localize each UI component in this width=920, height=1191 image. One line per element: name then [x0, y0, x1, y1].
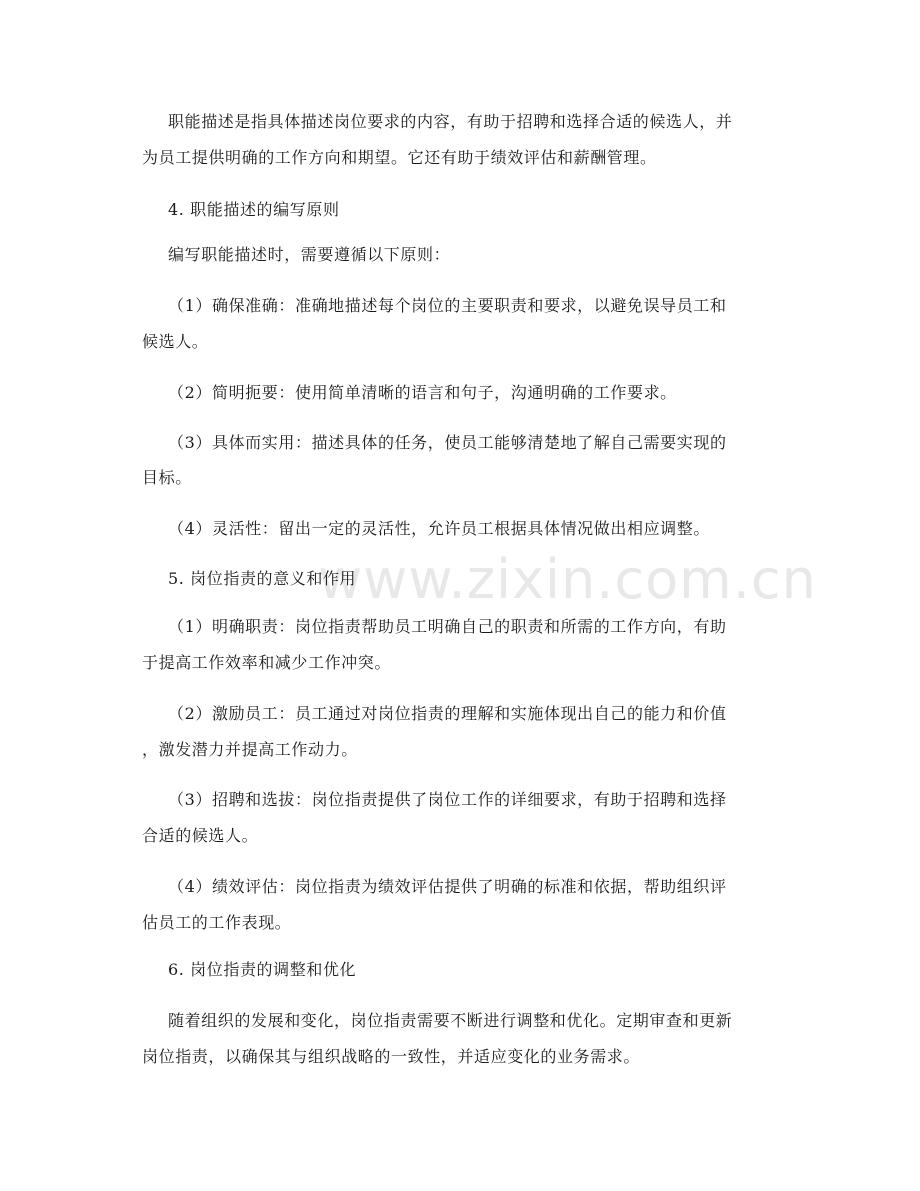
- list-item-line: ，激发潜力并提高工作动力。: [142, 740, 358, 759]
- list-item-line: （2）简明扼要：使用简单清晰的语言和句子，沟通明确的工作要求。: [168, 383, 677, 402]
- paragraph-line: 职能描述是指具体描述岗位要求的内容，有助于招聘和选择合适的候选人，并: [168, 112, 733, 131]
- list-item-line: 候选人。: [142, 332, 209, 351]
- section-heading: 6. 岗位指责的调整和优化: [168, 960, 357, 979]
- section-heading: 5. 岗位指责的意义和作用: [168, 569, 357, 588]
- section-heading: 4. 职能描述的编写原则: [168, 200, 340, 219]
- list-item-line: 合适的候选人。: [142, 826, 259, 845]
- paragraph-line: 为员工提供明确的工作方向和期望。它还有助于绩效评估和薪酬管理。: [142, 148, 657, 167]
- list-item-line: 估员工的工作表现。: [142, 913, 292, 932]
- watermark: www.zixin.com.cn: [318, 548, 817, 611]
- list-item-line: （1）明确职责：岗位指责帮助员工明确自己的职责和所需的工作方向，有助: [168, 617, 727, 636]
- paragraph-line: 随着组织的发展和变化，岗位指责需要不断进行调整和优化。定期审查和更新: [168, 1011, 733, 1030]
- list-item-line: （1）确保准确：准确地描述每个岗位的主要职责和要求，以避免误导员工和: [168, 296, 727, 315]
- list-item-line: （4）灵活性：留出一定的灵活性，允许员工根据具体情况做出相应调整。: [168, 519, 710, 538]
- list-item-line: 目标。: [142, 468, 192, 487]
- paragraph-line: 编写职能描述时，需要遵循以下原则：: [168, 245, 451, 264]
- list-item-line: （2）激励员工：员工通过对岗位指责的理解和实施体现出自己的能力和价值: [168, 704, 727, 723]
- paragraph-line: 岗位指责，以确保其与组织战略的一致性，并适应变化的业务需求。: [142, 1047, 641, 1066]
- list-item-line: （4）绩效评估：岗位指责为绩效评估提供了明确的标准和依据，帮助组织评: [168, 877, 727, 896]
- list-item-line: （3）招聘和选拔：岗位指责提供了岗位工作的详细要求，有助于招聘和选择: [168, 790, 727, 809]
- list-item-line: 于提高工作效率和减少工作冲突。: [142, 653, 392, 672]
- list-item-line: （3）具体而实用：描述具体的任务，使员工能够清楚地了解自己需要实现的: [168, 433, 727, 452]
